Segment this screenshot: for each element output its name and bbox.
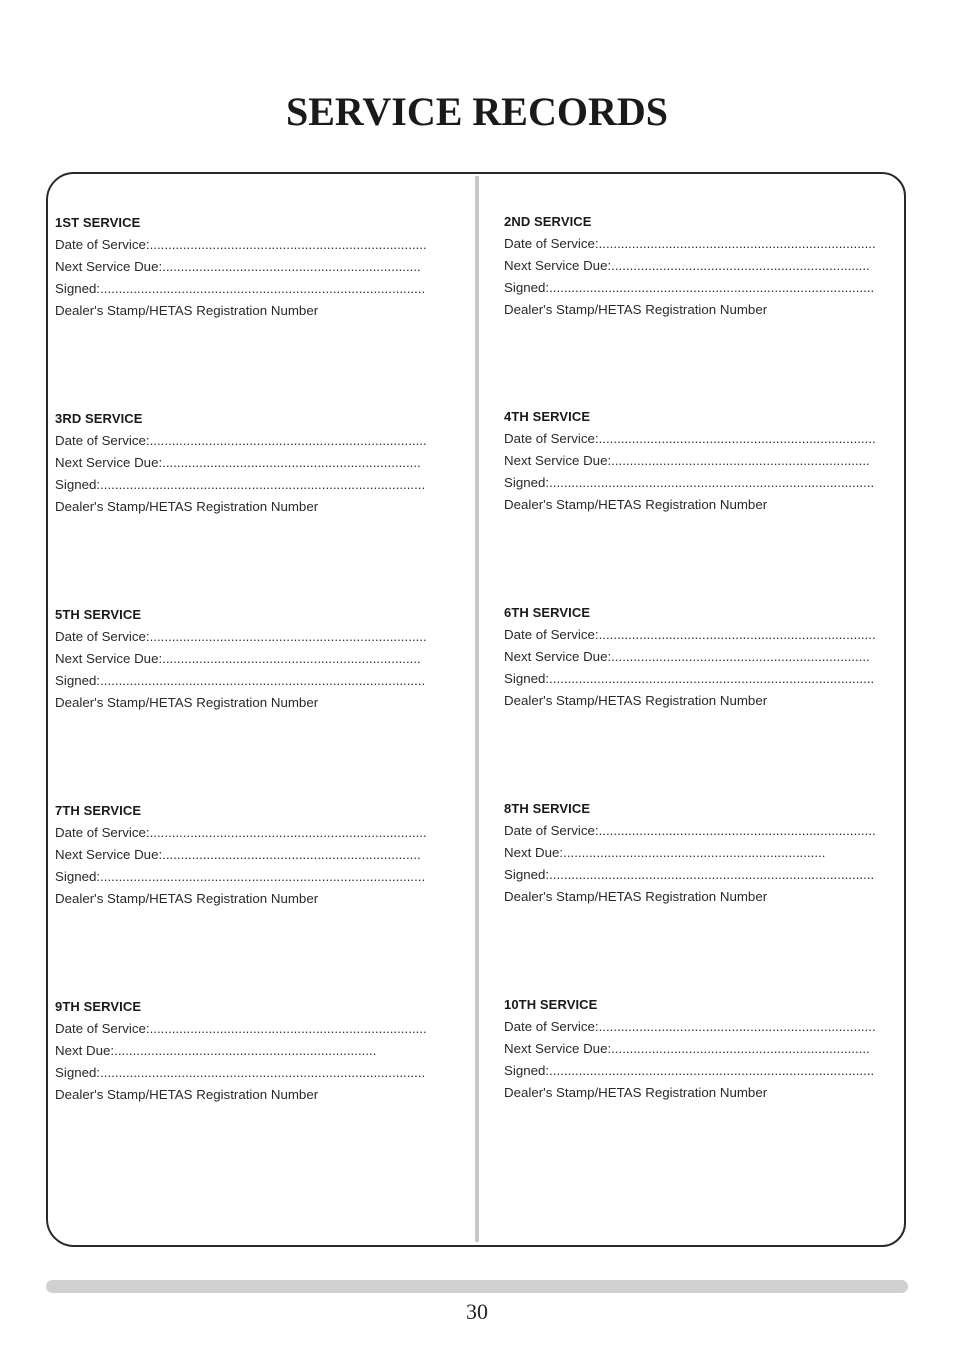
signed-field[interactable]: Signed:........................................................................................: [55, 477, 426, 492]
record-heading: 6TH SERVICE: [504, 605, 591, 620]
service-record-5: [55, 604, 455, 714]
next-service-due-field[interactable]: Next Service Due:......................................................................: [504, 649, 870, 664]
record-heading: 1ST SERVICE: [55, 215, 141, 230]
next-service-due-field[interactable]: Next Service Due:......................................................................: [55, 651, 421, 666]
page-title: SERVICE RECORDS: [285, 89, 668, 134]
date-of-service-field[interactable]: Date of Service:...........................................................................: [504, 1019, 876, 1034]
dealer-stamp-label: Dealer's Stamp/HETAS Registration Number: [55, 499, 319, 514]
service-record-7: [55, 800, 455, 910]
signed-field[interactable]: Signed:........................................................................................: [504, 867, 875, 882]
next-service-due-field[interactable]: Next Service Due:......................................................................: [55, 455, 421, 470]
record-heading: 2ND SERVICE: [504, 214, 592, 229]
dealer-stamp-label: Dealer's Stamp/HETAS Registration Number: [504, 1085, 768, 1100]
record-heading: 8TH SERVICE: [504, 801, 591, 816]
signed-field[interactable]: Signed:........................................................................................: [55, 673, 426, 688]
column-divider: [475, 176, 479, 1242]
date-of-service-field[interactable]: Date of Service:...........................................................................: [55, 237, 427, 252]
next-service-due-field[interactable]: Next Service Due:......................................................................: [504, 453, 870, 468]
dealer-stamp-label: Dealer's Stamp/HETAS Registration Number: [504, 497, 768, 512]
signed-field[interactable]: Signed:........................................................................................: [504, 280, 875, 295]
record-heading: 10TH SERVICE: [504, 997, 598, 1012]
dealer-stamp-label: Dealer's Stamp/HETAS Registration Number: [55, 303, 319, 318]
service-record-8: [504, 798, 904, 908]
signed-field[interactable]: Signed:........................................................................................: [504, 1063, 875, 1078]
dealer-stamp-label: Dealer's Stamp/HETAS Registration Number: [55, 1087, 319, 1102]
service-record-9: [55, 996, 455, 1106]
service-record-1: [55, 212, 455, 322]
next-service-due-field[interactable]: Next Service Due:......................................................................: [55, 259, 421, 274]
service-record-3: [55, 408, 455, 518]
record-heading: 7TH SERVICE: [55, 803, 142, 818]
signed-field[interactable]: Signed:........................................................................................: [504, 671, 875, 686]
signed-field[interactable]: Signed:........................................................................................: [55, 869, 426, 884]
dealer-stamp-label: Dealer's Stamp/HETAS Registration Number: [55, 891, 319, 906]
date-of-service-field[interactable]: Date of Service:...........................................................................: [504, 627, 876, 642]
date-of-service-field[interactable]: Date of Service:...........................................................................: [55, 1021, 427, 1036]
date-of-service-field[interactable]: Date of Service:...........................................................................: [504, 823, 876, 838]
service-record-4: [504, 406, 904, 516]
date-of-service-field[interactable]: Date of Service:...........................................................................: [55, 825, 427, 840]
service-record-10: [504, 994, 904, 1104]
service-record-2: [504, 211, 904, 321]
dealer-stamp-label: Dealer's Stamp/HETAS Registration Number: [504, 889, 768, 904]
date-of-service-field[interactable]: Date of Service:...........................................................................: [55, 629, 427, 644]
next-service-due-field[interactable]: Next Service Due:......................................................................: [504, 1041, 870, 1056]
record-heading: 9TH SERVICE: [55, 999, 142, 1014]
signed-field[interactable]: Signed:........................................................................................: [504, 475, 875, 490]
record-heading: 3RD SERVICE: [55, 411, 143, 426]
signed-field[interactable]: Signed:........................................................................................: [55, 281, 426, 296]
next-due-field[interactable]: Next Due:.......................................................................: [55, 1043, 377, 1058]
next-due-field[interactable]: Next Due:.......................................................................: [504, 845, 826, 860]
dealer-stamp-label: Dealer's Stamp/HETAS Registration Number: [504, 302, 768, 317]
record-heading: 4TH SERVICE: [504, 409, 591, 424]
next-service-due-field[interactable]: Next Service Due:......................................................................: [504, 258, 870, 273]
signed-field[interactable]: Signed:........................................................................................: [55, 1065, 426, 1080]
dealer-stamp-label: Dealer's Stamp/HETAS Registration Number: [55, 695, 319, 710]
date-of-service-field[interactable]: Date of Service:...........................................................................: [504, 431, 876, 446]
date-of-service-field[interactable]: Date of Service:...........................................................................: [504, 236, 876, 251]
footer-bar: [46, 1280, 908, 1293]
date-of-service-field[interactable]: Date of Service:...........................................................................: [55, 433, 427, 448]
dealer-stamp-label: Dealer's Stamp/HETAS Registration Number: [504, 693, 768, 708]
next-service-due-field[interactable]: Next Service Due:......................................................................: [55, 847, 421, 862]
record-heading: 5TH SERVICE: [55, 607, 142, 622]
service-record-6: [504, 602, 904, 712]
page-number: 30: [466, 1299, 488, 1324]
